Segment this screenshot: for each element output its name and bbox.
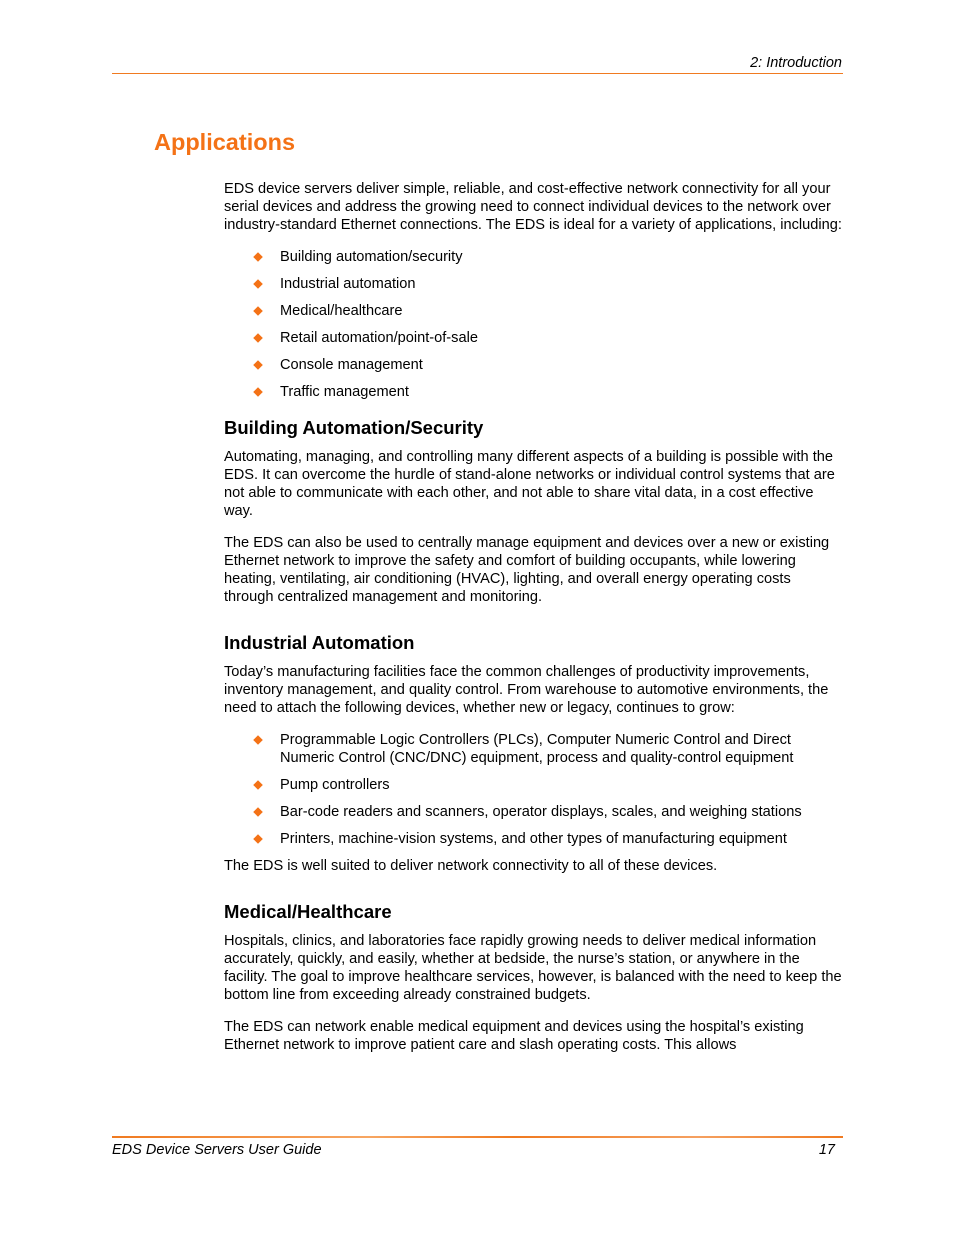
header-rule bbox=[112, 73, 843, 74]
section-heading-industrial: Industrial Automation bbox=[224, 632, 415, 653]
bullet-diamond-icon bbox=[253, 735, 263, 745]
applications-list bbox=[224, 248, 844, 401]
footer-guide-title: EDS Device Servers User Guide bbox=[112, 1142, 322, 1158]
medical-paragraph-2: The EDS can network enable medical equipment and devices using the hospital’s existing Ethernet network to improve patient care and slash operating costs. This allows bbox=[224, 1019, 804, 1053]
medical-paragraph-1: Hospitals, clinics, and laboratories face rapidly growing needs to deliver medical information accurately, quickly, and easily, whether at bedside, the nurse’s station, or anywhere in the facility. The goal to improve healthcare services, however, is balanced with the need to keep the bottom line from exceeding already constrained budgets. bbox=[224, 933, 842, 1003]
bullet-diamond-icon bbox=[253, 279, 263, 289]
main-content bbox=[224, 180, 844, 1068]
list-item: Printers, machine-vision systems, and other types of manufacturing equipment bbox=[224, 830, 844, 848]
bullet-diamond-icon bbox=[253, 387, 263, 397]
list-item: Console management bbox=[224, 356, 844, 374]
bullet-diamond-icon bbox=[253, 834, 263, 844]
page-title: Applications bbox=[154, 129, 296, 155]
bullet-diamond-icon bbox=[253, 252, 263, 262]
section-heading-building: Building Automation/Security bbox=[224, 417, 484, 438]
intro-paragraph: EDS device servers deliver simple, reliable, and cost-effective network connectivity for all your serial devices and address the growing need to connect individual devices to the network over industry-standard Ethernet connections. The EDS is ideal for a variety of applications, including: bbox=[224, 181, 842, 233]
industrial-paragraph-2: The EDS is well suited to deliver network connectivity to all of these devices. bbox=[224, 858, 718, 874]
footer-rule bbox=[112, 1136, 843, 1138]
list-item: Pump controllers bbox=[224, 776, 844, 794]
list-item: Retail automation/point-of-sale bbox=[224, 329, 844, 347]
list-item: Bar-code readers and scanners, operator displays, scales, and weighing stations bbox=[224, 803, 844, 821]
list-item: Traffic management bbox=[224, 383, 844, 401]
running-header: 2: Introduction bbox=[750, 55, 842, 71]
list-item: Industrial automation bbox=[224, 275, 844, 293]
industrial-devices-list bbox=[224, 731, 844, 848]
industrial-paragraph-1: Today’s manufacturing facilities face the common challenges of productivity improvements, inventory management, and quality control. From warehouse to automotive environments, the need to attach the following devices, whether new or legacy, continues to grow: bbox=[224, 664, 829, 716]
bullet-diamond-icon bbox=[253, 306, 263, 316]
page-number: 17 bbox=[818, 1142, 835, 1158]
list-item: Building automation/security bbox=[224, 248, 844, 266]
section-heading-medical: Medical/Healthcare bbox=[224, 901, 392, 922]
list-item: Medical/healthcare bbox=[224, 302, 844, 320]
bullet-diamond-icon bbox=[253, 780, 263, 790]
bullet-diamond-icon bbox=[253, 807, 263, 817]
building-paragraph-2: The EDS can also be used to centrally manage equipment and devices over a new or existing Ethernet network to improve the safety and comfort of building occupants, while lowering heating, ventilating, air conditioning (HVAC), lighting, and overall energy operating costs through centralized management and monitoring. bbox=[224, 535, 830, 605]
list-item: Programmable Logic Controllers (PLCs), Computer Numeric Control and Direct Numeric Control (CNC/DNC) equipment, process and quality-control equipment bbox=[224, 731, 844, 767]
building-paragraph-1: Automating, managing, and controlling many different aspects of a building is possible with the EDS. It can overcome the hurdle of stand-alone networks or individual control systems that are not able to communicate with each other, and not able to share vital data, in a cost effective way. bbox=[224, 449, 835, 519]
bullet-diamond-icon bbox=[253, 333, 263, 343]
bullet-diamond-icon bbox=[253, 360, 263, 370]
